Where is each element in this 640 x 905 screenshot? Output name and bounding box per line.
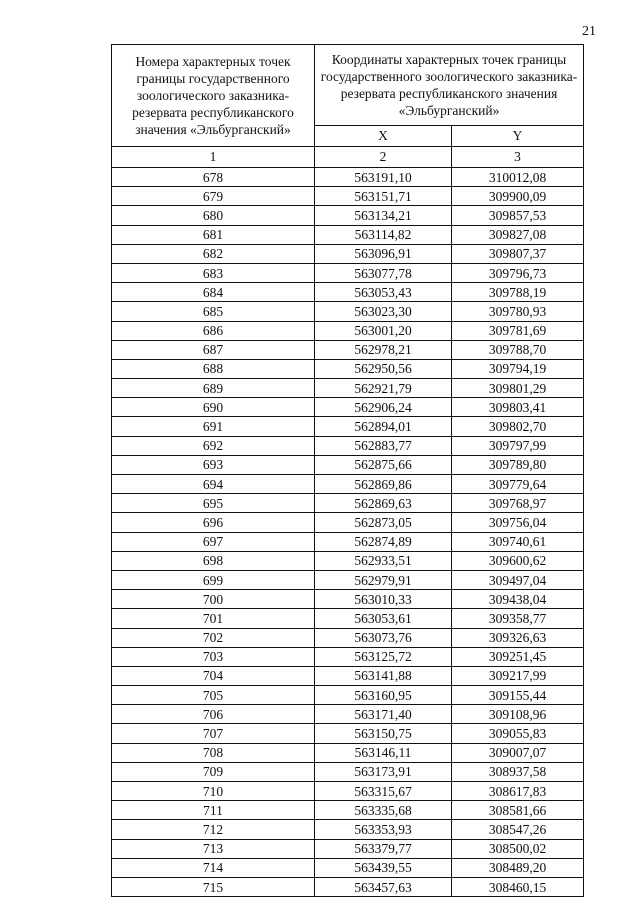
table-row [112, 666, 584, 685]
x-coordinate-cell: 563134,21 [315, 206, 452, 225]
table-row [112, 417, 584, 436]
y-coordinate-cell: 309794,19 [452, 359, 584, 378]
y-coordinate-cell: 309600,62 [452, 551, 584, 570]
column-number-2: 2 [315, 147, 452, 168]
y-coordinate-cell: 309900,09 [452, 187, 584, 206]
y-coordinate-cell: 309788,70 [452, 340, 584, 359]
x-coordinate-cell: 563001,20 [315, 321, 452, 340]
y-coordinate-cell: 308581,66 [452, 801, 584, 820]
point-number-cell: 704 [112, 666, 315, 685]
x-coordinate-cell: 563151,71 [315, 187, 452, 206]
table-row [112, 436, 584, 455]
point-number-cell: 696 [112, 513, 315, 532]
y-coordinate-cell: 309780,93 [452, 302, 584, 321]
y-coordinate-cell: 309807,37 [452, 244, 584, 263]
y-coordinate-cell: 309803,41 [452, 398, 584, 417]
x-coordinate-cell: 563053,61 [315, 609, 452, 628]
point-number-cell: 705 [112, 686, 315, 705]
page-number: 21 [582, 24, 596, 39]
point-number-cell: 712 [112, 820, 315, 839]
x-coordinate-cell: 563315,67 [315, 782, 452, 801]
point-number-cell: 706 [112, 705, 315, 724]
y-coordinate-cell: 309797,99 [452, 436, 584, 455]
x-coordinate-cell: 563077,78 [315, 263, 452, 282]
x-coordinate-cell: 562883,77 [315, 436, 452, 455]
y-coordinate-cell: 309781,69 [452, 321, 584, 340]
x-coordinate-cell: 562894,01 [315, 417, 452, 436]
y-coordinate-cell: 309801,29 [452, 379, 584, 398]
x-coordinate-cell: 563335,68 [315, 801, 452, 820]
table-row [112, 705, 584, 724]
y-coordinate-cell: 308500,02 [452, 839, 584, 858]
x-coordinate-cell: 563125,72 [315, 647, 452, 666]
y-coordinate-cell: 310012,08 [452, 168, 584, 187]
x-coordinate-cell: 562875,66 [315, 455, 452, 474]
point-number-cell: 698 [112, 551, 315, 570]
y-coordinate-cell: 308547,26 [452, 820, 584, 839]
point-number-cell: 713 [112, 839, 315, 858]
x-coordinate-cell: 563141,88 [315, 666, 452, 685]
x-coordinate-cell: 562978,21 [315, 340, 452, 359]
x-coordinate-cell: 563146,11 [315, 743, 452, 762]
point-number-cell: 690 [112, 398, 315, 417]
y-coordinate-cell: 309827,08 [452, 225, 584, 244]
y-coordinate-cell: 309326,63 [452, 628, 584, 647]
table-row [112, 877, 584, 896]
y-coordinate-cell: 309217,99 [452, 666, 584, 685]
x-coordinate-cell: 562933,51 [315, 551, 452, 570]
table-body [112, 168, 584, 897]
x-coordinate-cell: 563379,77 [315, 839, 452, 858]
header-point-numbers: Номера характерных точек границы государственного зоологического заказника-резервата республиканского значения «Эльбурганский» [112, 45, 315, 147]
table-row [112, 187, 584, 206]
x-coordinate-cell: 563191,10 [315, 168, 452, 187]
point-number-cell: 697 [112, 532, 315, 551]
point-number-cell: 693 [112, 455, 315, 474]
table-row [112, 762, 584, 781]
table-row [112, 321, 584, 340]
x-coordinate-cell: 562869,86 [315, 475, 452, 494]
point-number-cell: 699 [112, 570, 315, 589]
point-number-cell: 685 [112, 302, 315, 321]
table-row [112, 475, 584, 494]
x-coordinate-cell: 563096,91 [315, 244, 452, 263]
table-row [112, 590, 584, 609]
point-number-cell: 687 [112, 340, 315, 359]
x-coordinate-cell: 563160,95 [315, 686, 452, 705]
header-y: Y [452, 126, 584, 147]
table-row [112, 302, 584, 321]
point-number-cell: 700 [112, 590, 315, 609]
point-number-cell: 683 [112, 263, 315, 282]
y-coordinate-cell: 309788,19 [452, 283, 584, 302]
table-row [112, 206, 584, 225]
point-number-cell: 703 [112, 647, 315, 666]
x-coordinate-cell: 563010,33 [315, 590, 452, 609]
y-coordinate-cell: 308460,15 [452, 877, 584, 896]
point-number-cell: 679 [112, 187, 315, 206]
y-coordinate-cell: 308937,58 [452, 762, 584, 781]
point-number-cell: 714 [112, 858, 315, 877]
y-coordinate-cell: 309802,70 [452, 417, 584, 436]
x-coordinate-cell: 562950,56 [315, 359, 452, 378]
point-number-cell: 684 [112, 283, 315, 302]
table-row [112, 743, 584, 762]
y-coordinate-cell: 308489,20 [452, 858, 584, 877]
table-row [112, 858, 584, 877]
table-row [112, 801, 584, 820]
column-number-1: 1 [112, 147, 315, 168]
table-row [112, 263, 584, 282]
y-coordinate-cell: 309497,04 [452, 570, 584, 589]
y-coordinate-cell: 309796,73 [452, 263, 584, 282]
point-number-cell: 691 [112, 417, 315, 436]
x-coordinate-cell: 563439,55 [315, 858, 452, 877]
y-coordinate-cell: 308617,83 [452, 782, 584, 801]
point-number-cell: 681 [112, 225, 315, 244]
x-coordinate-cell: 562979,91 [315, 570, 452, 589]
point-number-cell: 692 [112, 436, 315, 455]
y-coordinate-cell: 309740,61 [452, 532, 584, 551]
point-number-cell: 680 [112, 206, 315, 225]
table-row [112, 513, 584, 532]
x-coordinate-cell: 563173,91 [315, 762, 452, 781]
point-number-cell: 709 [112, 762, 315, 781]
header-x: X [315, 126, 452, 147]
table-row [112, 244, 584, 263]
y-coordinate-cell: 309358,77 [452, 609, 584, 628]
table-row [112, 532, 584, 551]
table-row [112, 570, 584, 589]
x-coordinate-cell: 562906,24 [315, 398, 452, 417]
point-number-cell: 694 [112, 475, 315, 494]
table-row [112, 340, 584, 359]
y-coordinate-cell: 309779,64 [452, 475, 584, 494]
point-number-cell: 689 [112, 379, 315, 398]
point-number-cell: 688 [112, 359, 315, 378]
x-coordinate-cell: 562869,63 [315, 494, 452, 513]
x-coordinate-cell: 563114,82 [315, 225, 452, 244]
table-row [112, 839, 584, 858]
point-number-cell: 710 [112, 782, 315, 801]
table-row [112, 782, 584, 801]
y-coordinate-cell: 309789,80 [452, 455, 584, 474]
y-coordinate-cell: 309108,96 [452, 705, 584, 724]
table-row [112, 724, 584, 743]
table-row [112, 647, 584, 666]
table-row [112, 551, 584, 570]
y-coordinate-cell: 309251,45 [452, 647, 584, 666]
table-row [112, 168, 584, 187]
x-coordinate-cell: 563457,63 [315, 877, 452, 896]
point-number-cell: 682 [112, 244, 315, 263]
table-row [112, 686, 584, 705]
point-number-cell: 695 [112, 494, 315, 513]
y-coordinate-cell: 309055,83 [452, 724, 584, 743]
y-coordinate-cell: 309155,44 [452, 686, 584, 705]
table-row [112, 359, 584, 378]
column-number-3: 3 [452, 147, 584, 168]
x-coordinate-cell: 562874,89 [315, 532, 452, 551]
table-row [112, 820, 584, 839]
y-coordinate-cell: 309768,97 [452, 494, 584, 513]
header-coordinates: Координаты характерных точек границы государственного зоологического заказника-резервата республиканского значения «Эльбурганский» [315, 45, 584, 126]
x-coordinate-cell: 563353,93 [315, 820, 452, 839]
table-row [112, 398, 584, 417]
table-row [112, 283, 584, 302]
point-number-cell: 686 [112, 321, 315, 340]
x-coordinate-cell: 563171,40 [315, 705, 452, 724]
table-row [112, 494, 584, 513]
point-number-cell: 711 [112, 801, 315, 820]
table-row [112, 225, 584, 244]
point-number-cell: 701 [112, 609, 315, 628]
x-coordinate-cell: 563073,76 [315, 628, 452, 647]
y-coordinate-cell: 309857,53 [452, 206, 584, 225]
x-coordinate-cell: 562921,79 [315, 379, 452, 398]
y-coordinate-cell: 309438,04 [452, 590, 584, 609]
y-coordinate-cell: 309007,07 [452, 743, 584, 762]
table-row [112, 379, 584, 398]
point-number-cell: 708 [112, 743, 315, 762]
point-number-cell: 702 [112, 628, 315, 647]
point-number-cell: 678 [112, 168, 315, 187]
x-coordinate-cell: 563150,75 [315, 724, 452, 743]
table-row [112, 455, 584, 474]
point-number-cell: 715 [112, 877, 315, 896]
table-row [112, 609, 584, 628]
x-coordinate-cell: 563053,43 [315, 283, 452, 302]
point-number-cell: 707 [112, 724, 315, 743]
y-coordinate-cell: 309756,04 [452, 513, 584, 532]
coordinates-table [111, 44, 584, 897]
table-row [112, 628, 584, 647]
x-coordinate-cell: 563023,30 [315, 302, 452, 321]
x-coordinate-cell: 562873,05 [315, 513, 452, 532]
